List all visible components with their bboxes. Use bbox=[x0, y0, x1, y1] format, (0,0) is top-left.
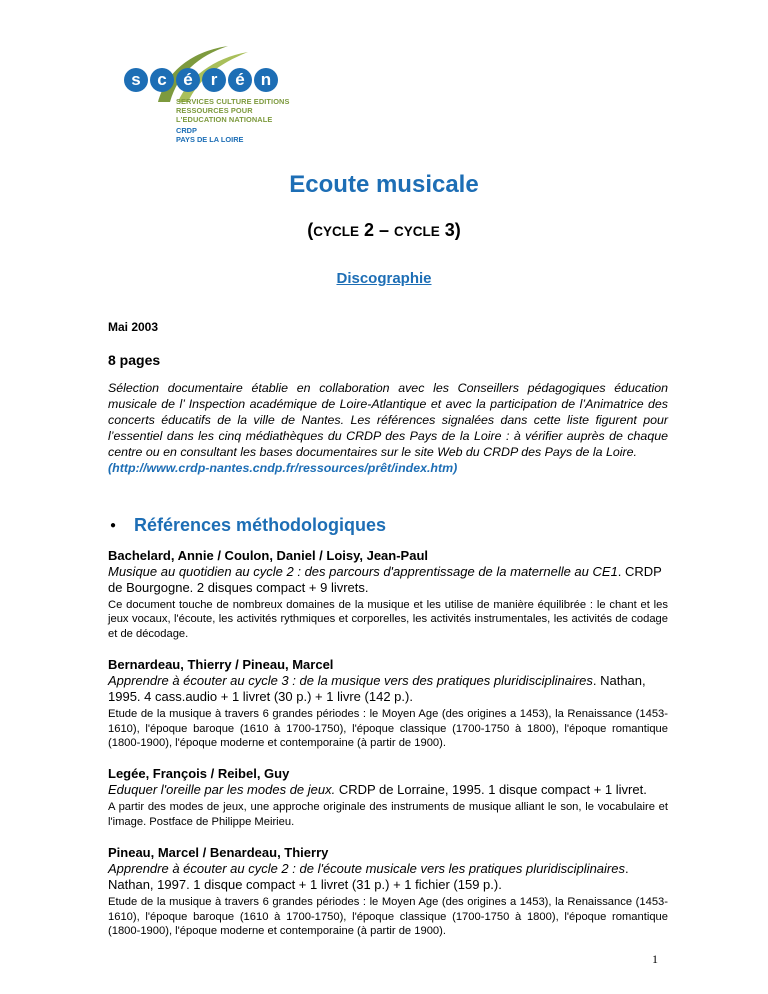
reference-list bbox=[108, 548, 668, 954]
page-subtitle bbox=[0, 220, 768, 241]
reference-authors: Bernardeau, Thierry / Pineau, Marcel bbox=[108, 657, 334, 673]
reference-description: Etude de la musique à travers 6 grandes périodes : le Moyen Age (des origines a 1453), la Renaissance (1453-1610), l'époque baroque (1610 à 1700-1750), l'époque classique (1700-1750 à 1800), l'époque romantique (1800-1900), l'époque moderne et contemporaine (à partir de 1900). bbox=[108, 896, 668, 938]
section-title: Références méthodologiques bbox=[134, 515, 387, 535]
reference-title-text: Musique au quotidien au cycle 2 : des parcours d'apprentissage de la maternelle au CE1 bbox=[108, 564, 618, 579]
section-heading bbox=[108, 515, 386, 536]
reference-authors: Legée, François / Reibel, Guy bbox=[108, 766, 290, 782]
logo-tagline-line: RESSOURCES POUR bbox=[176, 106, 253, 115]
reference-item bbox=[108, 766, 668, 829]
subtitle-cycle: CYCLE bbox=[313, 224, 359, 239]
reference-item bbox=[108, 657, 668, 750]
discography-heading: Discographie bbox=[336, 270, 432, 287]
reference-title-text: Eduquer l'oreille par les modes de jeux. bbox=[108, 782, 336, 798]
intro-link[interactable]: (http://www.crdp-nantes.cndp.fr/ressources/prêt/index.htm) bbox=[108, 461, 458, 476]
page-count: 8 pages bbox=[108, 352, 161, 368]
reference-publisher: . Nathan, 1997. 1 disque compact + 1 livret (31 p.) + 1 fichier (159 p.). bbox=[108, 861, 629, 893]
reference-publisher: CRDP de Lorraine, 1995. 1 disque compact + 1 livret. bbox=[335, 782, 647, 798]
reference-authors: Bachelard, Annie / Coulon, Daniel / Loisy, Jean-Paul bbox=[108, 548, 429, 563]
reference-publisher: . Nathan, 1995. 4 cass.audio + 1 livret (30 p.) + 1 livre (142 p.). bbox=[108, 673, 646, 705]
document-date: Mai 2003 bbox=[108, 320, 159, 334]
subtitle-cycle: CYCLE bbox=[394, 224, 440, 239]
logo-letter: é bbox=[176, 68, 200, 92]
reference-title bbox=[108, 782, 668, 798]
reference-description: Ce document touche de nombreux domaines de la musique et les utilise de manière équilibrée : le chant et les jeux vocaux, l'écoute, les activités rythmiques et corporelles, les activités instrumentales, les activités de codage et de décodage. bbox=[108, 599, 668, 640]
logo-letter: é bbox=[228, 68, 252, 92]
logo-letter: c bbox=[150, 68, 174, 92]
reference-title-text: Apprendre à écouter au cycle 3 : de la musique vers des pratiques pluridisciplinaires bbox=[108, 673, 593, 689]
intro-paragraph bbox=[108, 380, 668, 477]
logo-letter: s bbox=[124, 68, 148, 92]
reference-description: Etude de la musique à travers 6 grandes périodes : le Moyen Age (des origines a 1453), la Renaissance (1453-1610), l'époque baroque (1610 à 1700-1750), l'époque classique (1700-1750 à 1800), l'époque romantique (1800-1900), l'époque moderne et contemporaine (à partir de 1900). bbox=[108, 708, 668, 750]
reference-title bbox=[108, 673, 668, 705]
reference-item bbox=[108, 845, 668, 938]
logo-crdp bbox=[176, 126, 306, 144]
subtitle-number: 2 – bbox=[358, 220, 394, 240]
reference-authors: Pineau, Marcel / Benardeau, Thierry bbox=[108, 845, 329, 861]
subtitle-number: 3) bbox=[439, 220, 461, 240]
logo-letter: r bbox=[202, 68, 226, 92]
logo-crdp-line: CRDP bbox=[176, 126, 197, 135]
intro-text: Sélection documentaire établie en collaboration avec les Conseillers pédagogiques éducation musicale de l’ Inspection académique de Loire-Atlantique et avec la participation de l’Animatrice des concerts éducatifs de la ville de Nantes. Les références signalées dans cette liste figurent pour l’essentiel dans les cinq médiathèques du CRDP des Pays de la Loire : à vérifier auprès de chaque centre ou en consultant les bases documentaires sur le site Web du CRDP des Pays de la Loire. bbox=[108, 381, 668, 460]
logo-tagline-line: SERVICES CULTURE EDITIONS bbox=[176, 97, 290, 106]
logo-letter: n bbox=[254, 68, 278, 92]
page-title: Ecoute musicale bbox=[289, 171, 479, 198]
reference-title-text: Apprendre à écouter au cycle 2 : de l'écoute musicale vers les pratiques pluridisciplinaires bbox=[108, 861, 625, 877]
reference-description: A partir des modes de jeux, une approche originale des instruments de musique alliant le son, le vocabulaire et l'image. Postface de Philippe Meirieu. bbox=[108, 801, 668, 828]
scéren-logo bbox=[118, 48, 298, 148]
reference-title bbox=[108, 564, 668, 596]
logo-letters bbox=[124, 68, 278, 94]
page-number: 1 bbox=[652, 952, 658, 966]
bullet-icon: ● bbox=[110, 520, 117, 531]
logo-tagline-line: L'EDUCATION NATIONALE bbox=[176, 115, 273, 124]
logo-tagline bbox=[176, 97, 306, 124]
reference-publisher: . CRDP de Bourgogne. 2 disques compact + 9 livrets. bbox=[108, 564, 662, 595]
reference-item bbox=[108, 548, 668, 641]
reference-title bbox=[108, 861, 668, 893]
logo-crdp-line: PAYS DE LA LOIRE bbox=[176, 135, 244, 144]
subtitle-paren: ( bbox=[307, 220, 314, 240]
